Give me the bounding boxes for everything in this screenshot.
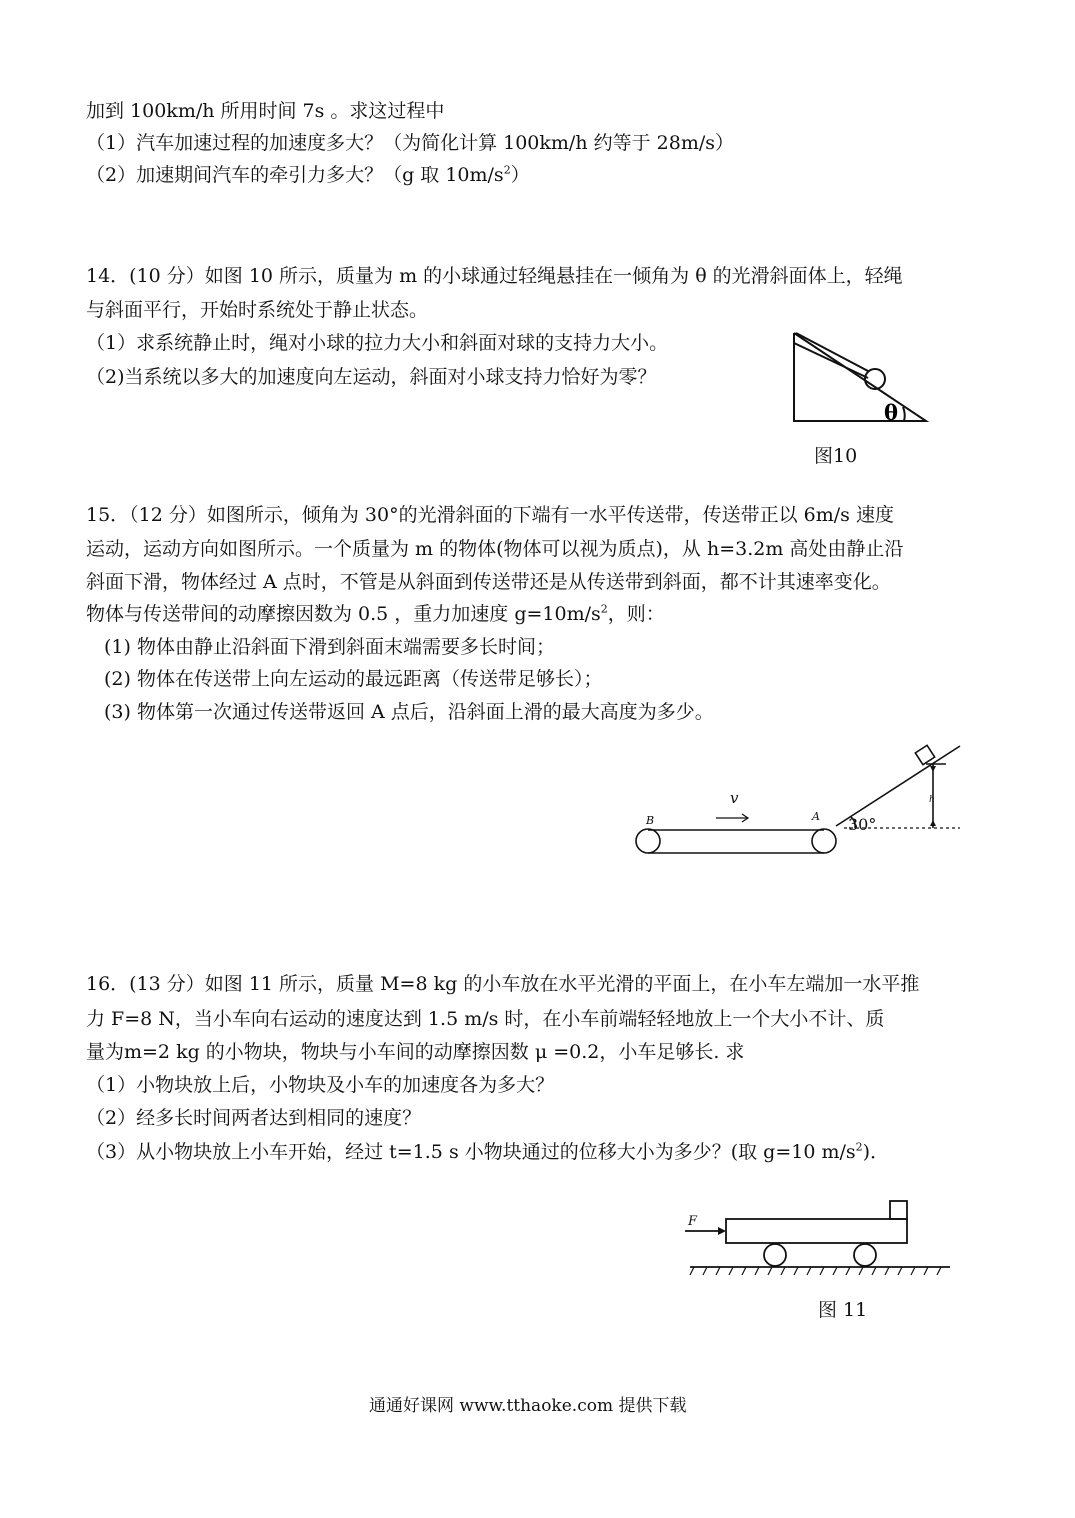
figure-10-incline-ball [786, 328, 936, 428]
incline-line [836, 746, 960, 826]
q14-part1: （1）求系统静止时，绳对小球的拉力大小和斜面对球的支持力大小。 [86, 332, 669, 354]
force-label: F [688, 1214, 698, 1229]
q16-line3: 量为m=2 kg 的小物块，物块与小车间的动摩擦因数 μ =0.2，小车足够长. 求 [86, 1041, 745, 1063]
pulley-right [812, 829, 836, 853]
q13-part2: （2）加速期间汽车的牵引力多大？（g 取 $10m/s^2$） [86, 163, 530, 186]
q16-line2: 力 F=8 N，当小车向右运动的速度达到 1.5 m/s 时，在小车前端轻轻地放上一个大小不计、质 [86, 1008, 885, 1030]
q15-line2: 运动，运动方向如图所示。一个质量为 m 的物体(物体可以视为质点)，从 h=3.2m 高处由静止沿 [86, 538, 904, 560]
wheel-left [764, 1244, 786, 1266]
figure-11-cart-block [680, 1195, 952, 1280]
q15-part2: (2) 物体在传送带上向左运动的最远距离（传送带足够长）； [104, 668, 603, 690]
point-B-label: B [646, 814, 655, 827]
theta-label: θ [884, 400, 899, 425]
figure-10-caption: 图10 [814, 445, 858, 467]
small-block [890, 1201, 907, 1219]
cart-body [726, 1219, 907, 1243]
wheel-right [854, 1244, 876, 1266]
q16-part1: （1）小物块放上后，小物块及小车的加速度各为多大？ [86, 1074, 555, 1096]
rope-line-1 [794, 343, 868, 378]
q15-line3: 斜面下滑，物体经过 A 点时，不管是从斜面到传送带还是从传送带到斜面，都不计其速率变化。 [86, 571, 891, 593]
q14-line1: 14．(10 分）如图 10 所示，质量为 m 的小球通过轻绳悬挂在一倾角为 θ 的光滑斜面体上，轻绳 [86, 265, 903, 287]
figure-conveyor-incline [630, 740, 965, 865]
page-footer: 通通好课网 www.tthaoke.com 提供下载 [369, 1396, 687, 1416]
q13-line1: 加到 100km/h 所用时间 7s 。求这过程中 [86, 100, 445, 122]
rope-line-2 [796, 333, 868, 371]
q16-part2: （2）经多长时间两者达到相同的速度？ [86, 1107, 422, 1129]
q15-part1: (1) 物体由静止沿斜面下滑到斜面末端需要多长时间； [104, 636, 555, 658]
q16-line1: 16．(13 分）如图 11 所示，质量 M=8 kg 的小车放在水平光滑的平面上，在小车左端加一水平推 [86, 973, 920, 995]
q14-part2: （2)当系统以多大的加速度向左运动，斜面对小球支持力恰好为零？ [86, 366, 657, 388]
q15-line4: 物体与传送带间的动摩擦因数为 0.5 ，重力加速度 $g=10m/s^2$，则： [86, 602, 665, 625]
q14-line2: 与斜面平行，开始时系统处于静止状态。 [86, 299, 429, 321]
pulley-left [636, 829, 660, 853]
q16-part3: （3）从小物块放上小车开始，经过 t=1.5 s 小物块通过的位移大小为多少？(取 g=10 $m/s^2$)． [86, 1140, 890, 1163]
point-A-label: A [812, 810, 820, 823]
angle-label: 30° [848, 815, 877, 834]
velocity-label: v [730, 789, 739, 807]
figure-11-caption: 图 11 [818, 1299, 868, 1321]
block [915, 745, 934, 764]
q15-line1: 15．（12 分）如图所示，倾角为 30°的光滑斜面的下端有一水平传送带，传送带正以 6m/s 速度 [86, 504, 894, 526]
incline-wedge [794, 333, 926, 421]
height-label: h [929, 795, 935, 805]
q15-part3: (3) 物体第一次通过传送带返回 A 点后，沿斜面上滑的最大高度为多少。 [104, 701, 714, 723]
q13-part1: （1）汽车加速过程的加速度多大？（为简化计算 100km/h 约等于 28m/s） [86, 132, 734, 154]
